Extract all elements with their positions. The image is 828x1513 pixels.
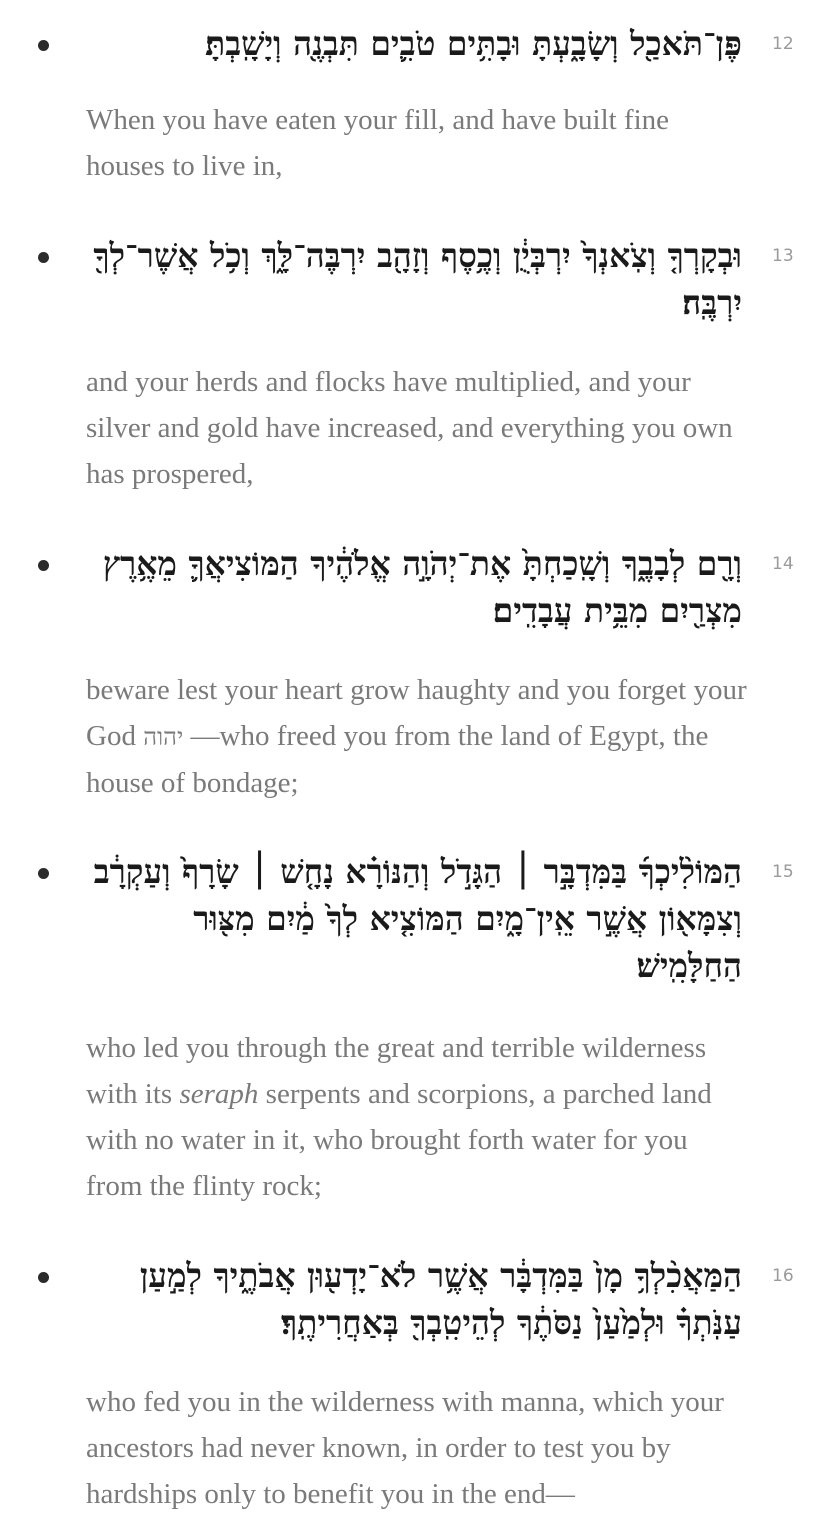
english-text-after: —who freed you from the land of Egypt, the house of bondage;	[86, 720, 709, 799]
english-translation	[86, 1025, 748, 1209]
english-translation	[86, 667, 748, 806]
verse-13[interactable]	[0, 232, 828, 326]
hebrew-text: וְרָ֖ם לְבָבֶ֑ךָ וְשָֽׁכַחְתָּ֙ אֶת־יְהֹוָ֣ה אֱלֹהֶ֔יךָ הַמּוֹצִיאֲךָ֛ מֵאֶ֥רֶץ מִצְרַ֖יִם מִבֵּ֥ית עֲבָדִֽים׃	[102, 544, 742, 630]
english-translation	[86, 359, 748, 497]
english-text: When you have eaten your fill, and have built fine houses to live in,	[86, 104, 670, 182]
english-text: who fed you in the wilderness with manna, which your ancestors had never known, in order to test you by hardships only to benefit you in the end—	[86, 1386, 724, 1510]
english-translation	[86, 1379, 748, 1513]
bullet-marker	[38, 1272, 49, 1283]
english-text-before: beware lest your heart grow haughty and you forget your God	[86, 674, 747, 752]
verse-number: 13	[772, 246, 794, 266]
verse-12[interactable]	[0, 20, 828, 67]
emphasis-text: seraph	[179, 1078, 259, 1110]
english-text-after: serpents and scorpions, a parched land with no water in it, who brought forth water for you from the flinty rock;	[86, 1078, 712, 1202]
english-text: and your herds and flocks have multiplied, and your silver and gold have increased, and everything you own has prospered,	[86, 366, 733, 490]
verse-number: 15	[772, 862, 794, 882]
hebrew-text: הַמַּאֲכִ֨לְךָ֥ מָן֙ בַּמִּדְבָּ֔ר אֲשֶׁ֥ר לֹא־יָדְע֖וּן אֲבֹתֶ֑יךָ לְמַ֣עַן עַנֹּֽתְךָ֗ וּלְמַ֙עַן֙ נַסֹּתֶ֔ךָ לְהֵיטִֽבְךָ֖ בְּאַחֲרִיתֶֽךָ׃	[139, 1256, 742, 1342]
verse-number: 16	[772, 1266, 794, 1286]
english-translation	[86, 97, 748, 189]
verse-15[interactable]	[0, 848, 828, 989]
bullet-marker	[38, 560, 49, 571]
verse-number: 14	[772, 554, 794, 574]
hebrew-text: פֶּן־תֹּאכַ֖ל וְשָׂבָ֑עְתָּ וּבָתִּ֥ים טֹבִ֛ים תִּבְנֶ֖ה וְיָשָֽׁבְתָּ׃	[205, 24, 742, 63]
divine-name: יהוה	[143, 723, 184, 751]
verse-14[interactable]	[0, 540, 828, 634]
bullet-marker	[38, 868, 49, 879]
bullet-marker	[38, 252, 49, 263]
verse-number: 12	[772, 34, 794, 54]
hebrew-text: הַמּוֹלִ֨יכְךָ֜ בַּמִּדְבָּ֣ר ׀ הַגָּדֹ֣ל וְהַנּוֹרָ֗א נָחָ֤שׁ ׀ שָׂרָף֙ וְעַקְרָ֔ב וְצִמָּא֖וֹן אֲשֶׁ֣ר אֵֽין־מָ֑יִם הַמּוֹצִ֤יא לְךָ֙ מַ֔יִם מִצּ֖וּר הַחַלָּמִֽישׁ׃	[93, 852, 742, 985]
bullet-marker	[38, 40, 49, 51]
verse-16[interactable]	[0, 1252, 828, 1346]
english-text-before: who led you through the great and terrible wilderness with its	[86, 1032, 707, 1110]
hebrew-text: וּבְקָרְךָ֤ וְצֹֽאנְךָ֙ יִרְבְּיֻ֔ן וְכֶ֥סֶף וְזָהָ֖ב יִרְבֶּה־לָּ֑ךְ וְכֹ֥ל אֲשֶׁר־לְךָ֖ יִרְבֶּֽה׃	[93, 236, 742, 322]
